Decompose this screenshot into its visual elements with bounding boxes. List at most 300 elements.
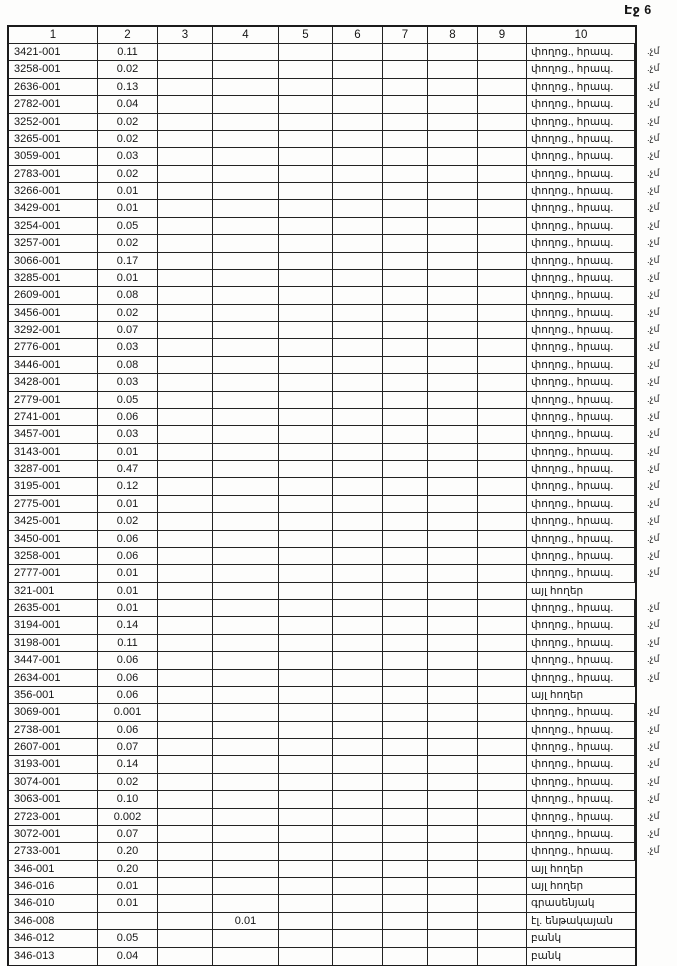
margin-annotation: .չմ [647,706,660,718]
cell-empty [333,704,383,721]
cell-empty [478,774,527,791]
cell-empty [478,878,527,895]
cell-parcel-code: 346-001 [9,861,98,878]
margin-annotation: .չմ [647,132,660,144]
table-row [9,305,660,322]
cell-area-col4 [213,513,279,530]
table-row [9,687,635,704]
cell-empty [383,478,428,495]
cell-empty [158,357,213,374]
cell-area-col4 [213,166,279,183]
cell-empty [478,478,527,495]
cell-parcel-code: 346-008 [9,913,98,930]
cell-area: 0.01 [98,583,158,600]
cell-empty [383,183,428,200]
cell-land-use: փողոց., հրապ. [527,409,635,426]
cell-empty [478,200,527,217]
cell-empty [333,287,383,304]
cell-area-col4 [213,218,279,235]
cell-empty [383,687,428,704]
cell-empty [279,809,333,826]
cell-land-use: փողոց., հրապ. [527,357,635,374]
cell-empty [333,148,383,165]
cell-empty [428,809,478,826]
cell-area: 0.01 [98,895,158,912]
cell-parcel-code: 2733-001 [9,843,98,860]
cell-empty [478,409,527,426]
cell-parcel-code: 2723-001 [9,809,98,826]
margin-annotation: .չմ [647,167,660,179]
cell-area: 0.14 [98,617,158,634]
cell-area-col4 [213,287,279,304]
cell-empty [333,531,383,548]
cell-empty [158,670,213,687]
margin-annotation: .չմ [647,758,660,770]
cell-empty [428,843,478,860]
cell-land-use: էլ. ենթակայան [527,913,635,930]
cell-area: 0.03 [98,339,158,356]
cell-parcel-code: 3450-001 [9,531,98,548]
cell-land-use: փողոց., հրապ. [527,670,635,687]
table-row [9,114,660,131]
cell-area: 0.13 [98,79,158,96]
cell-area: 0.12 [98,478,158,495]
cell-empty [478,548,527,565]
cell-area: 0.06 [98,652,158,669]
cell-empty [383,44,428,61]
cell-empty [428,756,478,773]
cell-empty [428,617,478,634]
cell-land-use: փողոց., հրապ. [527,513,635,530]
cell-empty [279,200,333,217]
cell-area [98,913,158,930]
cell-land-use: փողոց., հրապ. [527,478,635,495]
cell-area-col4 [213,861,279,878]
cell-parcel-code: 3447-001 [9,652,98,669]
cell-empty [333,253,383,270]
cell-empty [383,565,428,582]
cell-empty [158,739,213,756]
cell-area: 0.14 [98,756,158,773]
cell-empty [478,357,527,374]
cell-area-col4 [213,617,279,634]
cell-empty [383,548,428,565]
cell-land-use: փողոց., հրապ. [527,652,635,669]
cell-empty [428,96,478,113]
table-row [9,600,660,617]
cell-area: 0.20 [98,861,158,878]
cell-empty [478,565,527,582]
cell-empty [279,374,333,391]
margin-annotation: .չմ [647,115,660,127]
table-row [9,861,635,878]
cell-empty [383,305,428,322]
cell-empty [383,166,428,183]
cell-empty [428,131,478,148]
cell-parcel-code: 3456-001 [9,305,98,322]
cell-parcel-code: 3254-001 [9,218,98,235]
cell-empty [478,44,527,61]
margin-annotation: .չմ [647,827,660,839]
cell-empty [279,565,333,582]
cell-empty [158,183,213,200]
table-row [9,496,660,513]
margin-annotation: .չմ [647,549,660,561]
cell-empty [428,600,478,617]
cell-empty [428,565,478,582]
cell-empty [158,617,213,634]
land-parcel-table [7,25,660,966]
cell-empty [279,513,333,530]
cell-empty [383,322,428,339]
cell-area-col4 [213,322,279,339]
column-header-8: 8 [428,27,478,44]
cell-empty [478,235,527,252]
cell-parcel-code: 3425-001 [9,513,98,530]
cell-area-col4 [213,496,279,513]
cell-area: 0.03 [98,426,158,443]
cell-empty [383,287,428,304]
cell-empty [333,635,383,652]
cell-empty [333,96,383,113]
cell-area-col4 [213,200,279,217]
cell-empty [158,826,213,843]
cell-parcel-code: 3285-001 [9,270,98,287]
cell-area-col4 [213,739,279,756]
cell-empty [383,148,428,165]
cell-empty [383,426,428,443]
cell-empty [478,444,527,461]
cell-land-use: փողոց., հրապ. [527,61,635,78]
cell-area-col4 [213,478,279,495]
cell-empty [478,600,527,617]
table-row [9,270,660,287]
cell-area-col4 [213,948,279,965]
margin-annotation: .չմ [647,237,660,249]
margin-annotation: .չմ [647,532,660,544]
cell-area: 0.01 [98,565,158,582]
cell-empty [333,722,383,739]
cell-empty [478,531,527,548]
cell-area-col4 [213,235,279,252]
cell-empty [478,861,527,878]
cell-empty [279,583,333,600]
cell-empty [333,687,383,704]
column-header-4: 4 [213,27,279,44]
cell-empty [158,722,213,739]
cell-land-use: փողոց., հրապ. [527,722,635,739]
cell-empty [333,392,383,409]
cell-area: 0.02 [98,114,158,131]
cell-empty [158,392,213,409]
cell-empty [478,426,527,443]
cell-empty [478,948,527,965]
table-row [9,617,660,634]
cell-parcel-code: 3265-001 [9,131,98,148]
margin-annotation: .չմ [647,602,660,613]
cell-empty [158,461,213,478]
margin-annotation: .չմ [647,793,660,805]
cell-area-col4 [213,357,279,374]
cell-empty [333,218,383,235]
cell-empty [383,235,428,252]
cell-empty [333,426,383,443]
table-row [9,774,660,791]
column-header-7: 7 [383,27,428,44]
cell-empty [279,600,333,617]
cell-empty [478,583,527,600]
cell-empty [158,895,213,912]
margin-annotation: .չմ [647,289,660,301]
margin-annotation: .չմ [647,219,660,231]
cell-parcel-code: 3421-001 [9,44,98,61]
table-row [9,148,660,165]
cell-area-col4 [213,44,279,61]
cell-empty [333,322,383,339]
cell-land-use: փողոց., հրապ. [527,548,635,565]
cell-area: 0.08 [98,357,158,374]
margin-annotation: .չմ [647,202,660,214]
cell-empty [383,809,428,826]
cell-area: 0.01 [98,270,158,287]
cell-land-use: փողոց., հրապ. [527,635,635,652]
cell-area: 0.01 [98,200,158,217]
cell-empty [478,895,527,912]
cell-area-col4 [213,565,279,582]
cell-empty [478,218,527,235]
cell-land-use: փողոց., հրապ. [527,704,635,721]
cell-empty [333,948,383,965]
cell-area-col4 [213,930,279,947]
margin-annotation: .չմ [647,723,660,735]
cell-empty [158,774,213,791]
cell-empty [279,61,333,78]
cell-empty [383,635,428,652]
cell-empty [333,913,383,930]
cell-empty [478,826,527,843]
margin-annotation: .չմ [647,46,660,57]
cell-empty [478,339,527,356]
cell-empty [158,478,213,495]
cell-parcel-code: 2635-001 [9,600,98,617]
cell-empty [428,61,478,78]
cell-empty [333,357,383,374]
cell-area: 0.11 [98,635,158,652]
cell-empty [333,548,383,565]
cell-empty [333,878,383,895]
cell-area: 0.04 [98,948,158,965]
cell-empty [279,114,333,131]
cell-parcel-code: 3059-001 [9,148,98,165]
cell-empty [279,79,333,96]
cell-empty [478,913,527,930]
cell-empty [383,670,428,687]
cell-land-use: այլ հողեր [527,878,635,895]
cell-parcel-code: 2776-001 [9,339,98,356]
table-row [9,895,635,912]
cell-empty [158,652,213,669]
cell-area-col4 [213,600,279,617]
cell-empty [333,131,383,148]
cell-empty [383,948,428,965]
cell-empty [428,826,478,843]
margin-annotation: .չմ [647,636,660,648]
cell-empty [428,722,478,739]
cell-empty [333,930,383,947]
cell-empty [158,531,213,548]
cell-empty [333,409,383,426]
table-row [9,357,660,374]
cell-area: 0.03 [98,374,158,391]
cell-empty [478,374,527,391]
cell-area: 0.03 [98,148,158,165]
cell-empty [383,531,428,548]
cell-empty [383,114,428,131]
cell-area-col4 [213,79,279,96]
cell-empty [383,583,428,600]
cell-parcel-code: 2775-001 [9,496,98,513]
table-row [9,791,660,808]
cell-area: 0.10 [98,791,158,808]
cell-empty [383,652,428,669]
cell-empty [279,148,333,165]
cell-land-use: փողոց., հրապ. [527,617,635,634]
cell-empty [158,444,213,461]
margin-annotation: .չմ [647,619,660,631]
cell-empty [383,96,428,113]
cell-area: 0.06 [98,722,158,739]
cell-area-col4 [213,305,279,322]
cell-empty [158,948,213,965]
cell-empty [158,253,213,270]
cell-parcel-code: 3252-001 [9,114,98,131]
cell-empty [333,809,383,826]
cell-empty [478,635,527,652]
cell-empty [383,704,428,721]
cell-empty [333,305,383,322]
cell-area: 0.05 [98,218,158,235]
cell-land-use: փողոց., հրապ. [527,183,635,200]
cell-empty [428,357,478,374]
cell-empty [428,44,478,61]
cell-empty [383,61,428,78]
cell-empty [428,739,478,756]
cell-empty [428,687,478,704]
cell-empty [428,305,478,322]
cell-parcel-code: 2782-001 [9,96,98,113]
cell-empty [279,913,333,930]
cell-area: 0.02 [98,235,158,252]
cell-empty [478,704,527,721]
cell-empty [279,235,333,252]
cell-empty [478,322,527,339]
cell-empty [279,409,333,426]
cell-land-use: փողոց., հրապ. [527,426,635,443]
cell-empty [158,218,213,235]
cell-area: 0.07 [98,322,158,339]
cell-empty [478,722,527,739]
table-row [9,948,635,965]
cell-area-col4 [213,670,279,687]
cell-empty [279,791,333,808]
cell-empty [428,461,478,478]
cell-land-use: փողոց., հրապ. [527,531,635,548]
cell-empty [158,635,213,652]
cell-empty [428,635,478,652]
cell-land-use: փողոց., հրապ. [527,200,635,217]
cell-empty [428,270,478,287]
cell-empty [158,114,213,131]
cell-empty [383,617,428,634]
cell-empty [158,913,213,930]
cell-empty [279,843,333,860]
cell-empty [428,791,478,808]
cell-area-col4 [213,704,279,721]
cell-land-use: փողոց., հրապ. [527,79,635,96]
table-row [9,704,660,721]
cell-empty [478,96,527,113]
cell-empty [478,652,527,669]
cell-area: 0.08 [98,287,158,304]
cell-area-col4 [213,61,279,78]
margin-annotation: .չմ [647,845,660,857]
cell-empty [428,287,478,304]
cell-empty [279,96,333,113]
cell-empty [279,861,333,878]
margin-annotation: .չմ [647,271,660,283]
cell-land-use: փողոց., հրապ. [527,739,635,756]
cell-land-use: փողոց., հրապ. [527,461,635,478]
cell-area-col4 [213,687,279,704]
cell-empty [279,270,333,287]
table-row [9,374,660,391]
cell-empty [428,392,478,409]
cell-area-col4 [213,461,279,478]
cell-area-col4 [213,339,279,356]
cell-empty [158,166,213,183]
cell-empty [478,287,527,304]
margin-annotation: .չմ [647,810,660,822]
cell-area-col4 [213,148,279,165]
cell-empty [478,114,527,131]
cell-empty [158,148,213,165]
cell-empty [279,166,333,183]
cell-area: 0.04 [98,96,158,113]
cell-area-col4 [213,392,279,409]
table-row [9,444,660,461]
cell-empty [428,704,478,721]
cell-empty [383,895,428,912]
table-row [9,322,660,339]
cell-empty [158,687,213,704]
cell-empty [383,461,428,478]
cell-empty [158,96,213,113]
table-row [9,426,660,443]
cell-area-col4 [213,652,279,669]
margin-annotation: .չմ [647,254,660,266]
cell-area-col4 [213,531,279,548]
cell-empty [383,409,428,426]
cell-land-use: փողոց., հրապ. [527,235,635,252]
cell-empty [279,617,333,634]
cell-land-use: փողոց., հրապ. [527,305,635,322]
cell-land-use: փողոց., հրապ. [527,131,635,148]
table-row [9,392,660,409]
table-row [9,930,635,947]
cell-empty [333,461,383,478]
cell-area: 0.01 [98,878,158,895]
cell-parcel-code: 3143-001 [9,444,98,461]
